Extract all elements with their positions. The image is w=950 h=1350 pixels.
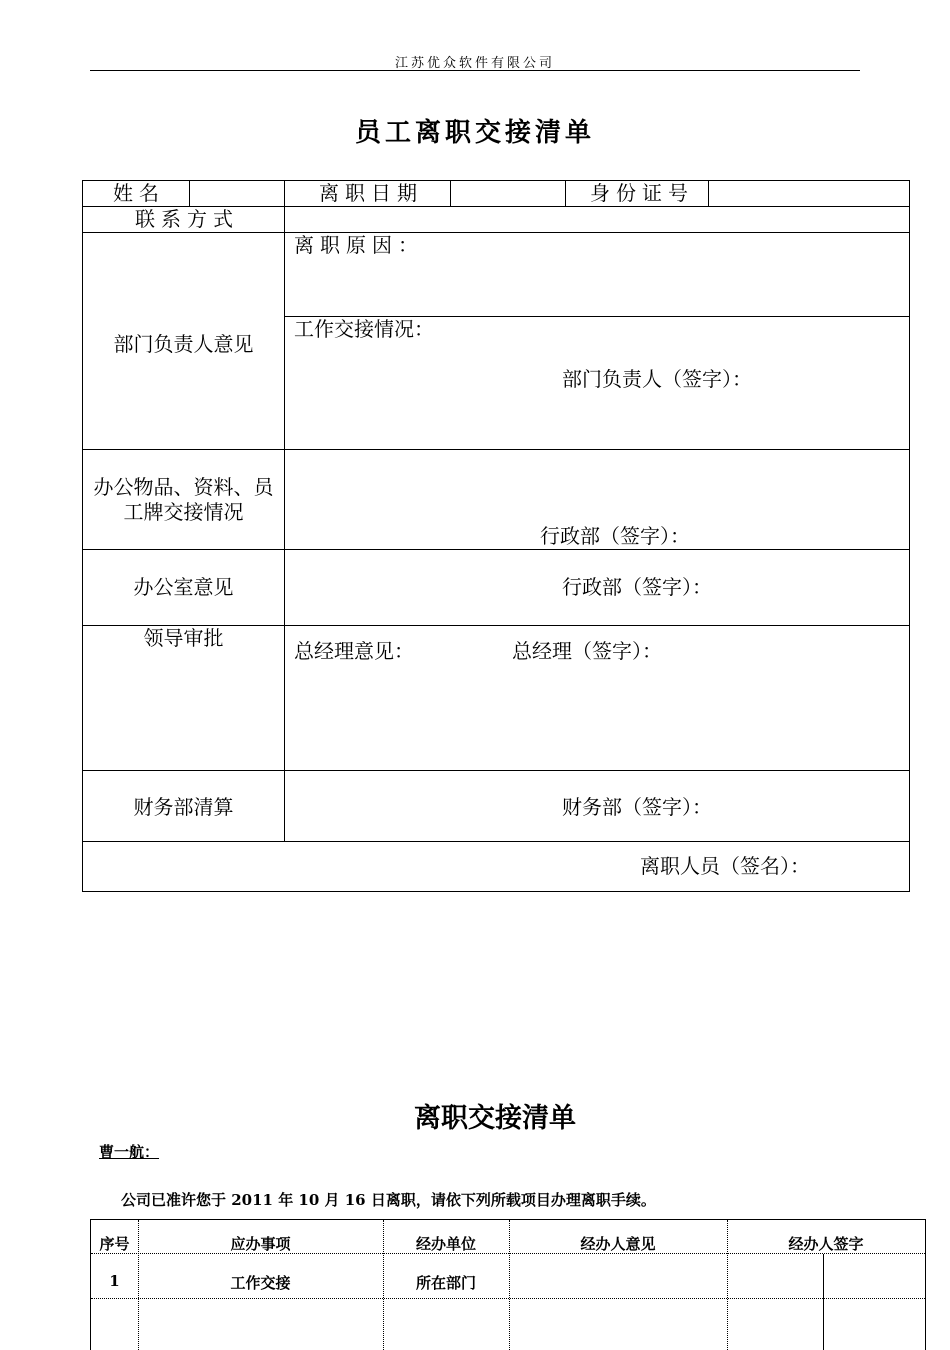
- employee-sign-label: 离职人员（签名）：: [640, 854, 810, 878]
- resignation-form: [82, 180, 910, 892]
- row-divider: [91, 1298, 925, 1299]
- dept-opinion-label: 部门负责人意见: [113, 332, 254, 356]
- row-divider: [83, 770, 909, 771]
- addressee: 曹一航：: [99, 1143, 160, 1161]
- form-title: 员工离职交接清单: [354, 118, 595, 148]
- table-cell-task: 工作交接: [230, 1274, 291, 1292]
- header-divider: [90, 70, 860, 71]
- leave-reason-label: 离职原因：: [294, 233, 424, 257]
- leader-approval-label: 领导审批: [143, 626, 224, 650]
- office-items-label-line1: 办公物品、资料、员: [93, 475, 274, 499]
- name-value-cell[interactable]: [190, 182, 283, 205]
- table-cell-unit: 所在部门: [415, 1274, 476, 1292]
- column-divider: [565, 181, 566, 206]
- handover-table: [90, 1219, 926, 1350]
- gm-sign-label: 总经理（签字）：: [512, 639, 662, 663]
- finance-label: 财务部清算: [133, 795, 234, 819]
- finance-sign-label: 财务部（签字）：: [562, 795, 712, 819]
- row-divider: [83, 841, 909, 842]
- company-header: 江苏优众软件有限公司: [394, 56, 555, 71]
- notice-title: 离职交接清单: [414, 1103, 576, 1134]
- id-number-label: 身份证号: [590, 181, 694, 205]
- dept-head-sign-label: 部门负责人（签字）：: [562, 367, 752, 391]
- id-number-value-cell[interactable]: [709, 182, 908, 205]
- header-unit: 经办单位: [415, 1235, 476, 1253]
- header-signature: 经办人签字: [788, 1235, 864, 1253]
- row-divider: [83, 232, 909, 233]
- header-opinion: 经办人意见: [580, 1235, 656, 1253]
- column-divider: [284, 181, 285, 841]
- column-divider: [823, 1254, 824, 1350]
- row-divider: [83, 549, 909, 550]
- contact-label: 联系方式: [135, 207, 239, 231]
- leave-date-value-cell[interactable]: [451, 182, 564, 205]
- work-handover-label: 工作交接情况：: [294, 317, 434, 341]
- gm-opinion-label: 总经理意见：: [294, 639, 414, 663]
- leave-date-label: 离职日期: [319, 181, 423, 205]
- row-divider: [83, 449, 909, 450]
- header-task: 应办事项: [230, 1235, 291, 1253]
- name-label: 姓名: [113, 181, 165, 205]
- table-cell-seq: 1: [109, 1272, 120, 1290]
- office-admin-sign-label: 行政部（签字）：: [562, 575, 712, 599]
- office-opinion-label: 办公室意见: [133, 575, 234, 599]
- office-items-label-line2: 工牌交接情况: [123, 500, 244, 524]
- contact-value-cell[interactable]: [285, 207, 908, 231]
- admin-dept-sign-label: 行政部（签字）：: [540, 524, 690, 548]
- notice-text: 公司已准许您于 2011 年 10 月 16 日离职，请依下列所载项目办理离职手续。: [121, 1191, 656, 1209]
- header-seq: 序号: [99, 1235, 130, 1253]
